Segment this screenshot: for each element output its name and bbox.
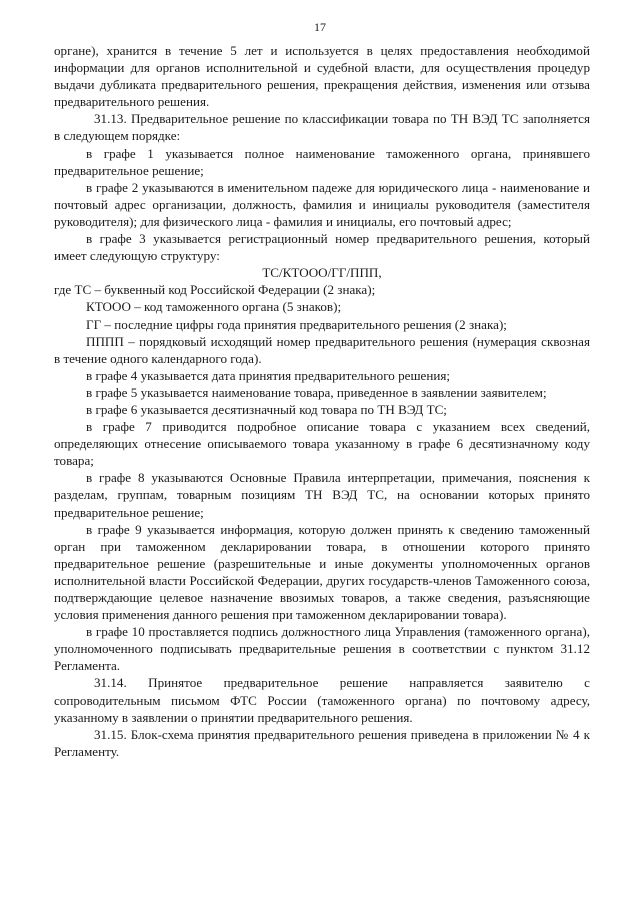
paragraph-field-10: в графе 10 проставляется подпись должностного лица Управления (таможенного органа), уполномоченного подписывать предварительные решения в соответствии с пунктом 31.12 Регламента. [54,624,590,674]
definition-pppp: ПППП – порядковый исходящий номер предварительного решения (нумерация сквозная в течение одного календарного года). [54,333,590,366]
definition-ts: где ТС – буквенный код Российской Федерации (2 знака); [54,282,376,298]
definition-gg: ГГ – последние цифры года принятия предварительного решения (2 знака); [86,316,507,332]
paragraph-field-6: в графе 6 указывается десятизначный код товара по ТН ВЭД ТС; [86,401,447,417]
paragraph-continuation: органе), хранится в течение 5 лет и используется в целях предоставления необходимой информации для органов исполнительной и судебной власти, для осуществления процедур выдачи дубликата предварительного решения, прекращения действия, изменения или отзыва предварительного решения. [54,43,590,110]
paragraph-field-8: в графе 8 указываются Основные Правила интерпретации, примечания, пояснения к разделам, группам, товарным позициям ТН ВЭД ТС, на основании которых принято предварительное решение; [54,470,590,520]
paragraph-field-7: в графе 7 приводится подробное описание товара с указанием всех сведений, определяющих отнесение описываемого товара указанному в графе 6 десятизначному коду товара; [54,419,590,469]
paragraph-field-1: в графе 1 указывается полное наименование таможенного органа, принявшего предварительное решение; [54,145,590,178]
paragraph-field-4: в графе 4 указывается дата принятия предварительного решения; [86,367,451,383]
page-number: 17 [314,20,326,34]
paragraph-field-9: в графе 9 указывается информация, которую должен принять к сведению таможенный орган при таможенном декларировании товара, в отношении которого принято предварительное решение (разрешительные и иные документы уполномоченных органов исполнительной власти Российской Федерации, других государств-членов Таможенного союза, подтверждающие целевое назначение ввозимых товаров, а также сведения, разъясняющие условия применения данного решения при таможенном декларировании товара). [54,521,590,623]
registration-number-format: ТС/КТООО/ГГ/ППП, [262,265,382,281]
paragraph-field-5: в графе 5 указывается наименование товара, приведенное в заявлении заявителем; [86,384,547,400]
paragraph-field-3: в графе 3 указывается регистрационный номер предварительного решения, который имеет следующую структуру: [54,231,590,264]
definition-ktooo: КТООО – код таможенного органа (5 знаков); [86,299,342,315]
paragraph-31-15: 31.15. Блок-схема принятия предварительного решения приведена в приложении № 4 к Регламенту. [54,726,590,759]
document-body [54,42,590,760]
paragraph-31-13: 31.13. Предварительное решение по классификации товара по ТН ВЭД ТС заполняется в следующем порядке: [54,111,590,144]
paragraph-31-14: 31.14. Принятое предварительное решение направляется заявителю с сопроводительным письмом ФТС России (таможенного органа) по почтовому адресу, указанному в заявлении о принятии предварительного решения. [54,675,590,725]
paragraph-field-2: в графе 2 указываются в именительном падеже для юридического лица - наименование и почтовый адрес организации, должность, фамилия и инициалы руководителя (заместителя руководителя); для физического лица - фамилия и инициалы, его почтовый адрес; [54,179,590,229]
